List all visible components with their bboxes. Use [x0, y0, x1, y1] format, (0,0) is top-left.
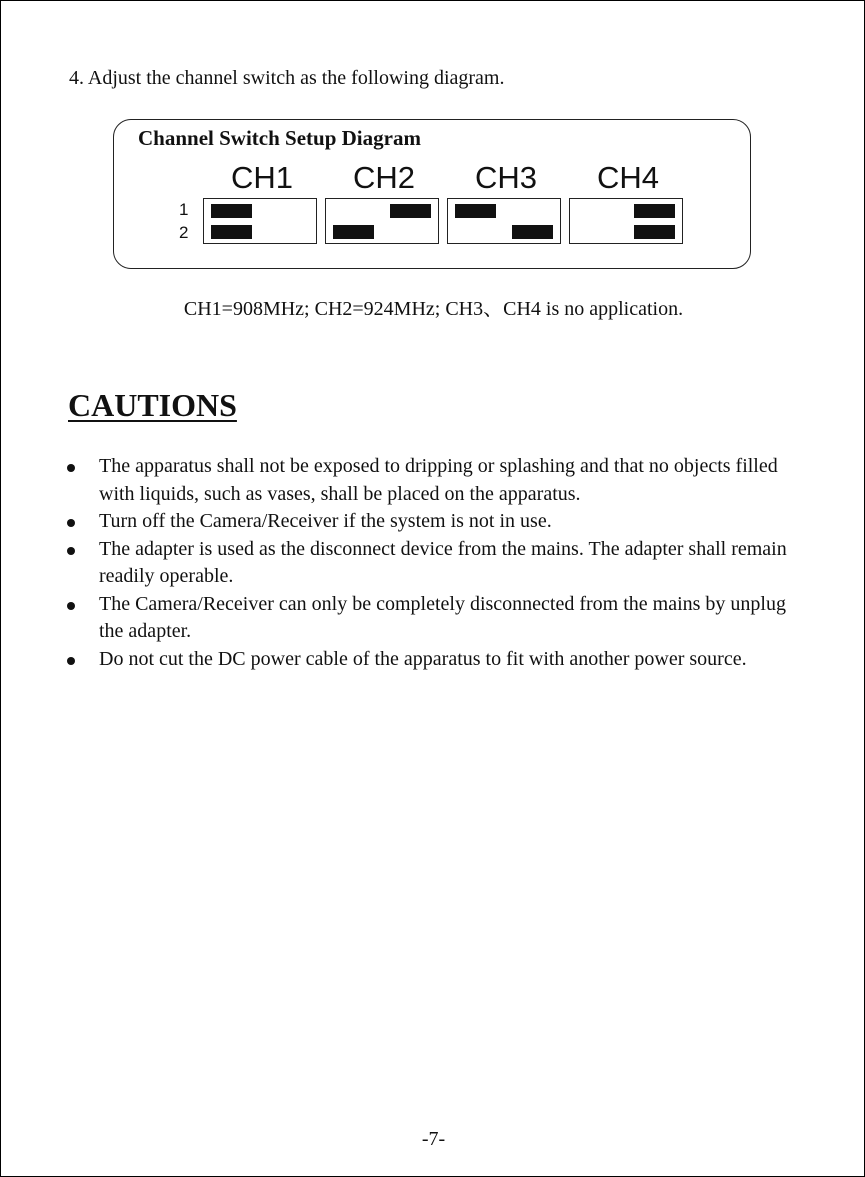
page-number: -7-	[421, 1128, 446, 1150]
bullet-icon	[67, 464, 75, 472]
switch-1-lever	[455, 204, 496, 218]
bullet-icon	[67, 519, 75, 527]
caution-text: The Camera/Receiver can only be completely disconnected from the mains by unplug the adapter.	[99, 592, 786, 642]
bullet-icon	[67, 547, 75, 555]
caution-text: Turn off the Camera/Receiver if the system is not in use.	[99, 510, 552, 532]
dip-switch-ch1	[203, 198, 317, 244]
dip-switch-ch4	[569, 198, 683, 244]
switch-1-lever	[634, 204, 675, 218]
dip-switch-ch3	[447, 198, 561, 244]
channel-switch-diagram	[113, 119, 751, 269]
switch-2-lever	[512, 225, 553, 239]
channel-label-ch3: CH3	[474, 160, 537, 195]
diagram-title: Channel Switch Setup Diagram	[138, 126, 421, 150]
list-item	[63, 453, 808, 508]
list-item	[63, 591, 808, 646]
switch-2-lever	[333, 225, 374, 239]
caution-text: The apparatus shall not be exposed to dripping or splashing and that no objects filled with liquids, such as vases, shall be placed on the apparatus.	[99, 455, 778, 505]
caution-text: Do not cut the DC power cable of the apparatus to fit with another power source.	[99, 647, 747, 670]
channel-label-ch2: CH2	[352, 160, 415, 195]
switch-row-label-2: 2	[179, 223, 189, 242]
dip-switch-ch2	[325, 198, 439, 244]
cautions-list	[63, 453, 808, 673]
switch-2-lever	[634, 225, 675, 239]
bullet-icon	[67, 602, 75, 610]
cautions-heading: CAUTIONS	[68, 387, 237, 423]
frequency-caption: CH1=908MHz; CH2=924MHz; CH3、CH4 is no application.	[183, 298, 684, 320]
channel-label-ch4: CH4	[596, 160, 659, 195]
switch-2-lever	[211, 225, 252, 239]
switch-1-lever	[390, 204, 431, 218]
caution-text: The adapter is used as the disconnect device from the mains. The adapter shall remain readily operable.	[99, 537, 787, 587]
switch-1-lever	[211, 204, 252, 218]
list-item	[63, 536, 808, 591]
bullet-icon	[67, 657, 75, 665]
list-item	[63, 646, 808, 674]
list-item	[63, 508, 808, 536]
step-instruction: 4. Adjust the channel switch as the following diagram.	[69, 67, 505, 89]
switch-row-label-1: 1	[179, 200, 189, 219]
channel-label-ch1: CH1	[230, 160, 293, 195]
